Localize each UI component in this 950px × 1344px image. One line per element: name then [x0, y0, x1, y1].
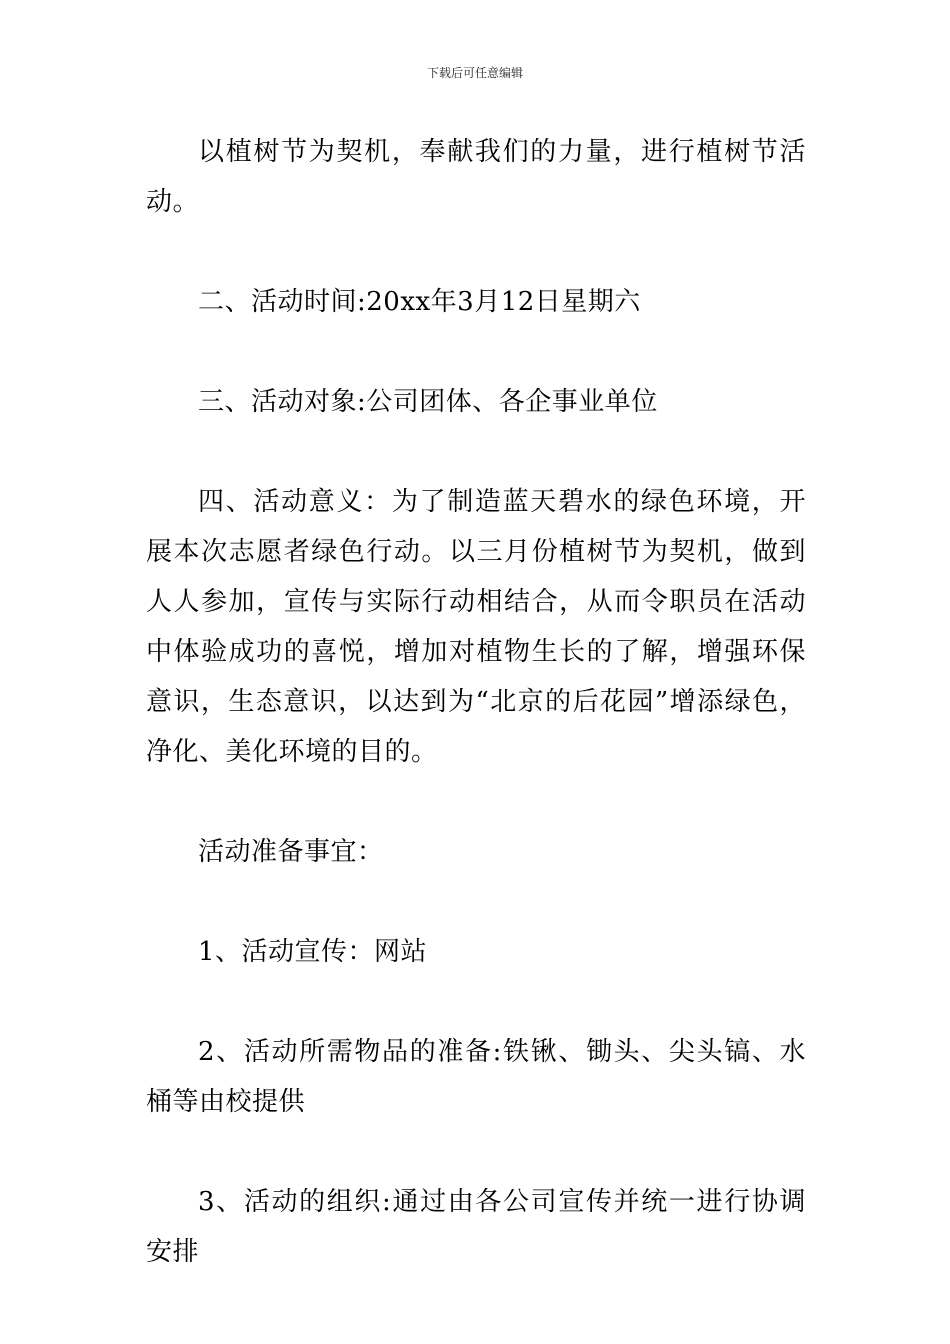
- paragraph-activity-significance: 四、活动意义：为了制造蓝天碧水的绿色环境，开展本次志愿者绿色行动。以三月份植树节为契机，做到人人参加，宣传与实际行动相结合，从而令职员在活动中体验成功的喜悦，增加对植物生长的了解，增强环保意识，生态意识，以达到为“北京的后花园”增添绿色，净化、美化环境的目的。: [146, 487, 806, 767]
- paragraph-item-publicity: 1、活动宣传：网站: [198, 937, 428, 967]
- page-header-note: 下载后可任意编辑: [426, 66, 523, 80]
- paragraph-activity-target: 三、活动对象:公司团体、各企事业单位: [198, 387, 658, 417]
- paragraph-item-supplies: 2、活动所需物品的准备:铁锹、锄头、尖头镐、水桶等由校提供: [146, 1037, 806, 1117]
- paragraph-preparation-heading: 活动准备事宜：: [198, 837, 384, 867]
- paragraph-item-organization: 3、活动的组织:通过由各公司宣传并统一进行协调安排: [146, 1187, 806, 1267]
- paragraph-intro: 以植树节为契机，奉献我们的力量，进行植树节活动。: [146, 137, 806, 217]
- document-body: [146, 127, 806, 1327]
- paragraph-activity-time: 二、活动时间:20xx年3月12日星期六: [198, 287, 641, 317]
